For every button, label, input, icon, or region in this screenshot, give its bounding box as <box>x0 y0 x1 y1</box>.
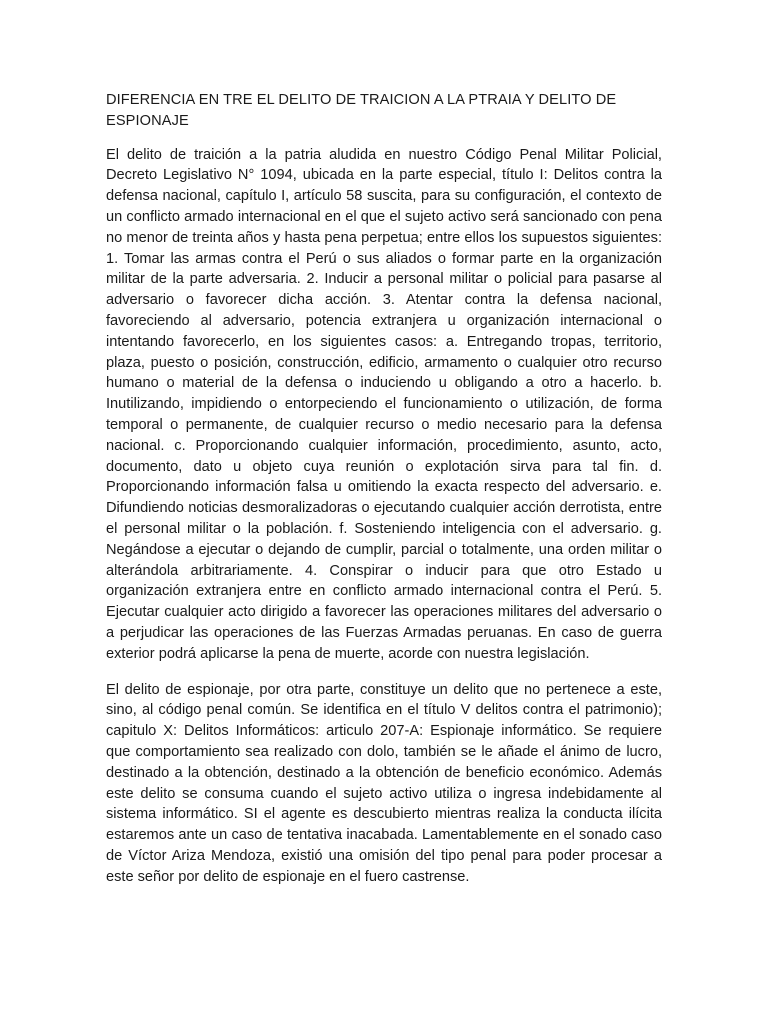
paragraph-traicion: El delito de traición a la patria aludida en nuestro Código Penal Militar Policial, Decreto Legislativo N° 1094, ubicada en la parte especial, título I: Delitos contra la defensa nacional, capítulo I, artículo 58 suscita, para su configuración, el contexto de un conflicto armado internacional en el que el sujeto activo será sancionado con pena no menor de treinta años y hasta pena perpetua; entre ellos los supuestos siguientes: 1. Tomar las armas contra el Perú o sus aliados o formar parte en la organización militar de la parte adversaria. 2. Inducir a personal militar o policial para pasarse al adversario o favorecer dicha acción. 3. Atentar contra la defensa nacional, favoreciendo al adversario, potencia extranjera u organización internacional o intentando favorecerlo, en los siguientes casos: a. Entregando tropas, territorio, plaza, puesto o posición, construcción, edificio, armamento o cualquier otro recurso humano o material de la defensa o induciendo u obligando a otro a hacerlo. b. Inutilizando, impidiendo o entorpeciendo el funcionamiento o utilización, de forma temporal o permanente, de cualquier recurso o medio necesario para la defensa nacional. c. Proporcionando cualquier información, procedimiento, asunto, acto, documento, dato u objeto cuya reunión o explotación sirva para tal fin. d. Proporcionando información falsa u omitiendo la exacta respecto del adversario. e. Difundiendo noticias desmoralizadoras o ejecutando cualquier acción derrotista, entre el personal militar o la población. f. Sosteniendo inteligencia con el adversario. g. Negándose a ejecutar o dejando de cumplir, parcial o totalmente, una orden militar o alterándola arbitrariamente. 4. Conspirar o inducir para que otro Estado u organización extranjera entre en conflicto armado internacional contra el Perú. 5. Ejecutar cualquier acto dirigido a favorecer las operaciones militares del adversario o a perjudicar las operaciones de las Fuerzas Armadas peruanas. En caso de guerra exterior podrá aplicarse la pena de muerte, acorde con nuestra legislación. <box>106 146 662 662</box>
paragraph-espionaje: El delito de espionaje, por otra parte, constituye un delito que no pertenece a este, sino, al código penal común. Se identifica en el título V delitos contra el patrimonio); capitulo X: Delitos Informáticos: articulo 207-A: Espionaje informático. Se requiere que comportamiento sea realizado con dolo, también se le añade el ánimo de lucro, destinado a la obtención, destinado a la obtención de beneficio económico. Además este delito se consuma cuando el sujeto activo utiliza o ingresa indebidamente al sistema informático. SI el agente es descubierto mientras realiza la conducta ilícita estaremos ante un caso de tentativa inacabada. Lamentablemente en el sonado caso de Víctor Ariza Mendoza, existió una omisión del tipo penal para poder procesar a este señor por delito de espionaje en el fuero castrense. <box>106 681 662 885</box>
document-title: DIFERENCIA EN TRE EL DELITO DE TRAICION A LA PTRAIA Y DELITO DE ESPIONAJE <box>106 92 617 129</box>
document-page <box>106 90 662 902</box>
